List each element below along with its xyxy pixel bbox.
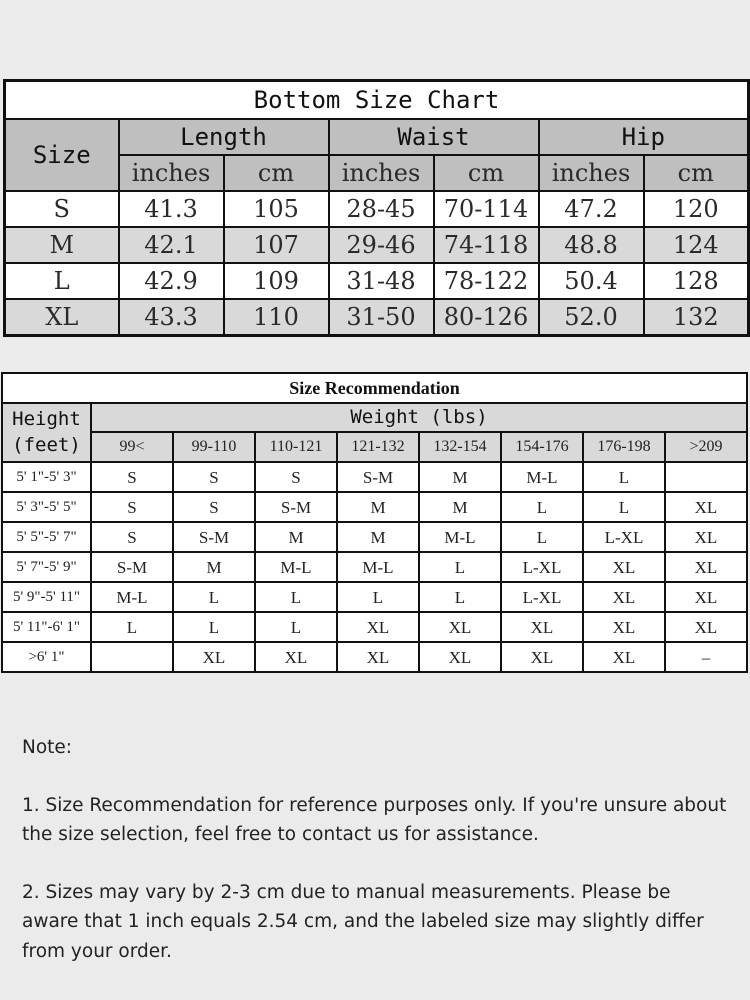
size-value-cell: 28-45: [329, 191, 434, 227]
recommended-size-cell: –: [665, 642, 747, 672]
recommended-size-cell: S-M: [173, 522, 255, 552]
recommendation-row: [2, 522, 747, 552]
size-row: [5, 191, 749, 227]
height-header-label: Height: [12, 407, 81, 430]
recommended-size-cell: XL: [665, 552, 747, 582]
height-range-cell: >6' 1": [2, 642, 91, 672]
recommended-size-cell: L: [419, 582, 501, 612]
weight-range-header: >209: [665, 432, 747, 462]
recommended-size-cell: S: [173, 462, 255, 492]
recommended-size-cell: XL: [665, 582, 747, 612]
recommended-size-cell: XL: [665, 522, 747, 552]
size-value-cell: 124: [644, 227, 749, 263]
recommended-size-cell: M-L: [501, 462, 583, 492]
recommendation-row: [2, 642, 747, 672]
size-row: [5, 227, 749, 263]
hip-group-header: Hip: [539, 119, 749, 155]
recommended-size-cell: S: [91, 462, 173, 492]
recommended-size-cell: XL: [665, 492, 747, 522]
size-value-cell: 109: [224, 263, 329, 299]
recommended-size-cell: XL: [583, 552, 665, 582]
recommended-size-cell: L-XL: [501, 552, 583, 582]
height-range-cell: 5' 11"-6' 1": [2, 612, 91, 642]
size-value-cell: 31-50: [329, 299, 434, 336]
notes-heading: Note:: [22, 737, 73, 758]
recommended-size-cell: M: [419, 462, 501, 492]
recommended-size-cell: S-M: [337, 462, 419, 492]
recommended-size-cell: L: [255, 612, 337, 642]
height-range-cell: 5' 1"-5' 3": [2, 462, 91, 492]
recommendation-row: [2, 492, 747, 522]
weight-range-header: 154-176: [501, 432, 583, 462]
recommended-size-cell: [665, 462, 747, 492]
size-value-cell: 43.3: [119, 299, 224, 336]
recommended-size-cell: XL: [583, 612, 665, 642]
recommended-size-cell: S: [173, 492, 255, 522]
size-value-cell: 128: [644, 263, 749, 299]
size-label: XL: [5, 299, 119, 336]
note-item: 1. Size Recommendation for reference purposes only. If you're unsure about the size selection, feel free to contact us for assistance.: [22, 794, 727, 845]
recommended-size-cell: XL: [665, 612, 747, 642]
recommended-size-cell: L: [173, 582, 255, 612]
height-range-cell: 5' 7"-5' 9": [2, 552, 91, 582]
weight-range-header: 176-198: [583, 432, 665, 462]
recommended-size-cell: M-L: [419, 522, 501, 552]
size-value-cell: 80-126: [434, 299, 539, 336]
weight-range-header: 121-132: [337, 432, 419, 462]
recommended-size-cell: S-M: [255, 492, 337, 522]
recommended-size-cell: L: [583, 492, 665, 522]
height-range-cell: 5' 9"-5' 11": [2, 582, 91, 612]
recommended-size-cell: [91, 642, 173, 672]
size-row: [5, 299, 749, 336]
recommended-size-cell: XL: [337, 612, 419, 642]
size-value-cell: 74-118: [434, 227, 539, 263]
recommended-size-cell: S: [255, 462, 337, 492]
size-value-cell: 31-48: [329, 263, 434, 299]
size-value-cell: 50.4: [539, 263, 644, 299]
weight-range-header: 99<: [91, 432, 173, 462]
unit-header: inches: [119, 155, 224, 191]
size-value-cell: 29-46: [329, 227, 434, 263]
size-value-cell: 78-122: [434, 263, 539, 299]
recommended-size-cell: L: [501, 522, 583, 552]
size-recommendation-table: [1, 372, 748, 673]
recommended-size-cell: L: [173, 612, 255, 642]
size-value-cell: 42.9: [119, 263, 224, 299]
recommendation-row: [2, 612, 747, 642]
unit-header: cm: [434, 155, 539, 191]
size-label: S: [5, 191, 119, 227]
note-item: 2. Sizes may vary by 2-3 cm due to manual measurements. Please be aware that 1 inch equals 2.54 cm, and the labeled size may slightly differ from your order.: [22, 881, 704, 962]
recommended-size-cell: L-XL: [583, 522, 665, 552]
size-value-cell: 110: [224, 299, 329, 336]
recommended-size-cell: L: [91, 612, 173, 642]
recommended-size-cell: S: [91, 492, 173, 522]
recommended-size-cell: M: [337, 492, 419, 522]
recommended-size-cell: XL: [419, 642, 501, 672]
size-row: [5, 263, 749, 299]
weight-range-header: 99-110: [173, 432, 255, 462]
size-label: L: [5, 263, 119, 299]
unit-header: cm: [224, 155, 329, 191]
recommended-size-cell: S-M: [91, 552, 173, 582]
size-value-cell: 120: [644, 191, 749, 227]
recommended-size-cell: L-XL: [501, 582, 583, 612]
height-column-header: [2, 403, 91, 462]
recommended-size-cell: XL: [337, 642, 419, 672]
recommendation-title: Size Recommendation: [2, 373, 747, 403]
size-label: M: [5, 227, 119, 263]
recommended-size-cell: XL: [173, 642, 255, 672]
size-value-cell: 52.0: [539, 299, 644, 336]
recommended-size-cell: L: [337, 582, 419, 612]
size-value-cell: 107: [224, 227, 329, 263]
recommended-size-cell: XL: [583, 642, 665, 672]
recommendation-row: [2, 462, 747, 492]
size-value-cell: 48.8: [539, 227, 644, 263]
notes-section: [22, 733, 732, 966]
size-chart-title: Bottom Size Chart: [5, 81, 749, 120]
recommended-size-cell: L: [419, 552, 501, 582]
recommended-size-cell: M: [173, 552, 255, 582]
recommended-size-cell: XL: [419, 612, 501, 642]
size-value-cell: 105: [224, 191, 329, 227]
recommended-size-cell: L: [255, 582, 337, 612]
height-header-unit: (feet): [12, 433, 81, 456]
weight-range-header: 110-121: [255, 432, 337, 462]
recommended-size-cell: M-L: [91, 582, 173, 612]
recommended-size-cell: L: [583, 462, 665, 492]
size-value-cell: 47.2: [539, 191, 644, 227]
height-range-cell: 5' 3"-5' 5": [2, 492, 91, 522]
recommended-size-cell: M-L: [255, 552, 337, 582]
recommended-size-cell: XL: [501, 642, 583, 672]
size-value-cell: 70-114: [434, 191, 539, 227]
recommended-size-cell: XL: [501, 612, 583, 642]
recommended-size-cell: M: [255, 522, 337, 552]
recommended-size-cell: XL: [255, 642, 337, 672]
unit-header: inches: [329, 155, 434, 191]
size-value-cell: 132: [644, 299, 749, 336]
unit-header: cm: [644, 155, 749, 191]
recommendation-row: [2, 552, 747, 582]
recommended-size-cell: M: [419, 492, 501, 522]
recommended-size-cell: S: [91, 522, 173, 552]
size-value-cell: 41.3: [119, 191, 224, 227]
length-group-header: Length: [119, 119, 329, 155]
bottom-size-chart-table: [3, 79, 750, 337]
size-value-cell: 42.1: [119, 227, 224, 263]
recommendation-row: [2, 582, 747, 612]
size-column-header: Size: [5, 119, 119, 191]
unit-header: inches: [539, 155, 644, 191]
weight-header: Weight (lbs): [91, 403, 747, 432]
recommended-size-cell: M: [337, 522, 419, 552]
recommended-size-cell: XL: [583, 582, 665, 612]
height-range-cell: 5' 5"-5' 7": [2, 522, 91, 552]
recommended-size-cell: L: [501, 492, 583, 522]
recommended-size-cell: M-L: [337, 552, 419, 582]
waist-group-header: Waist: [329, 119, 539, 155]
weight-range-header: 132-154: [419, 432, 501, 462]
